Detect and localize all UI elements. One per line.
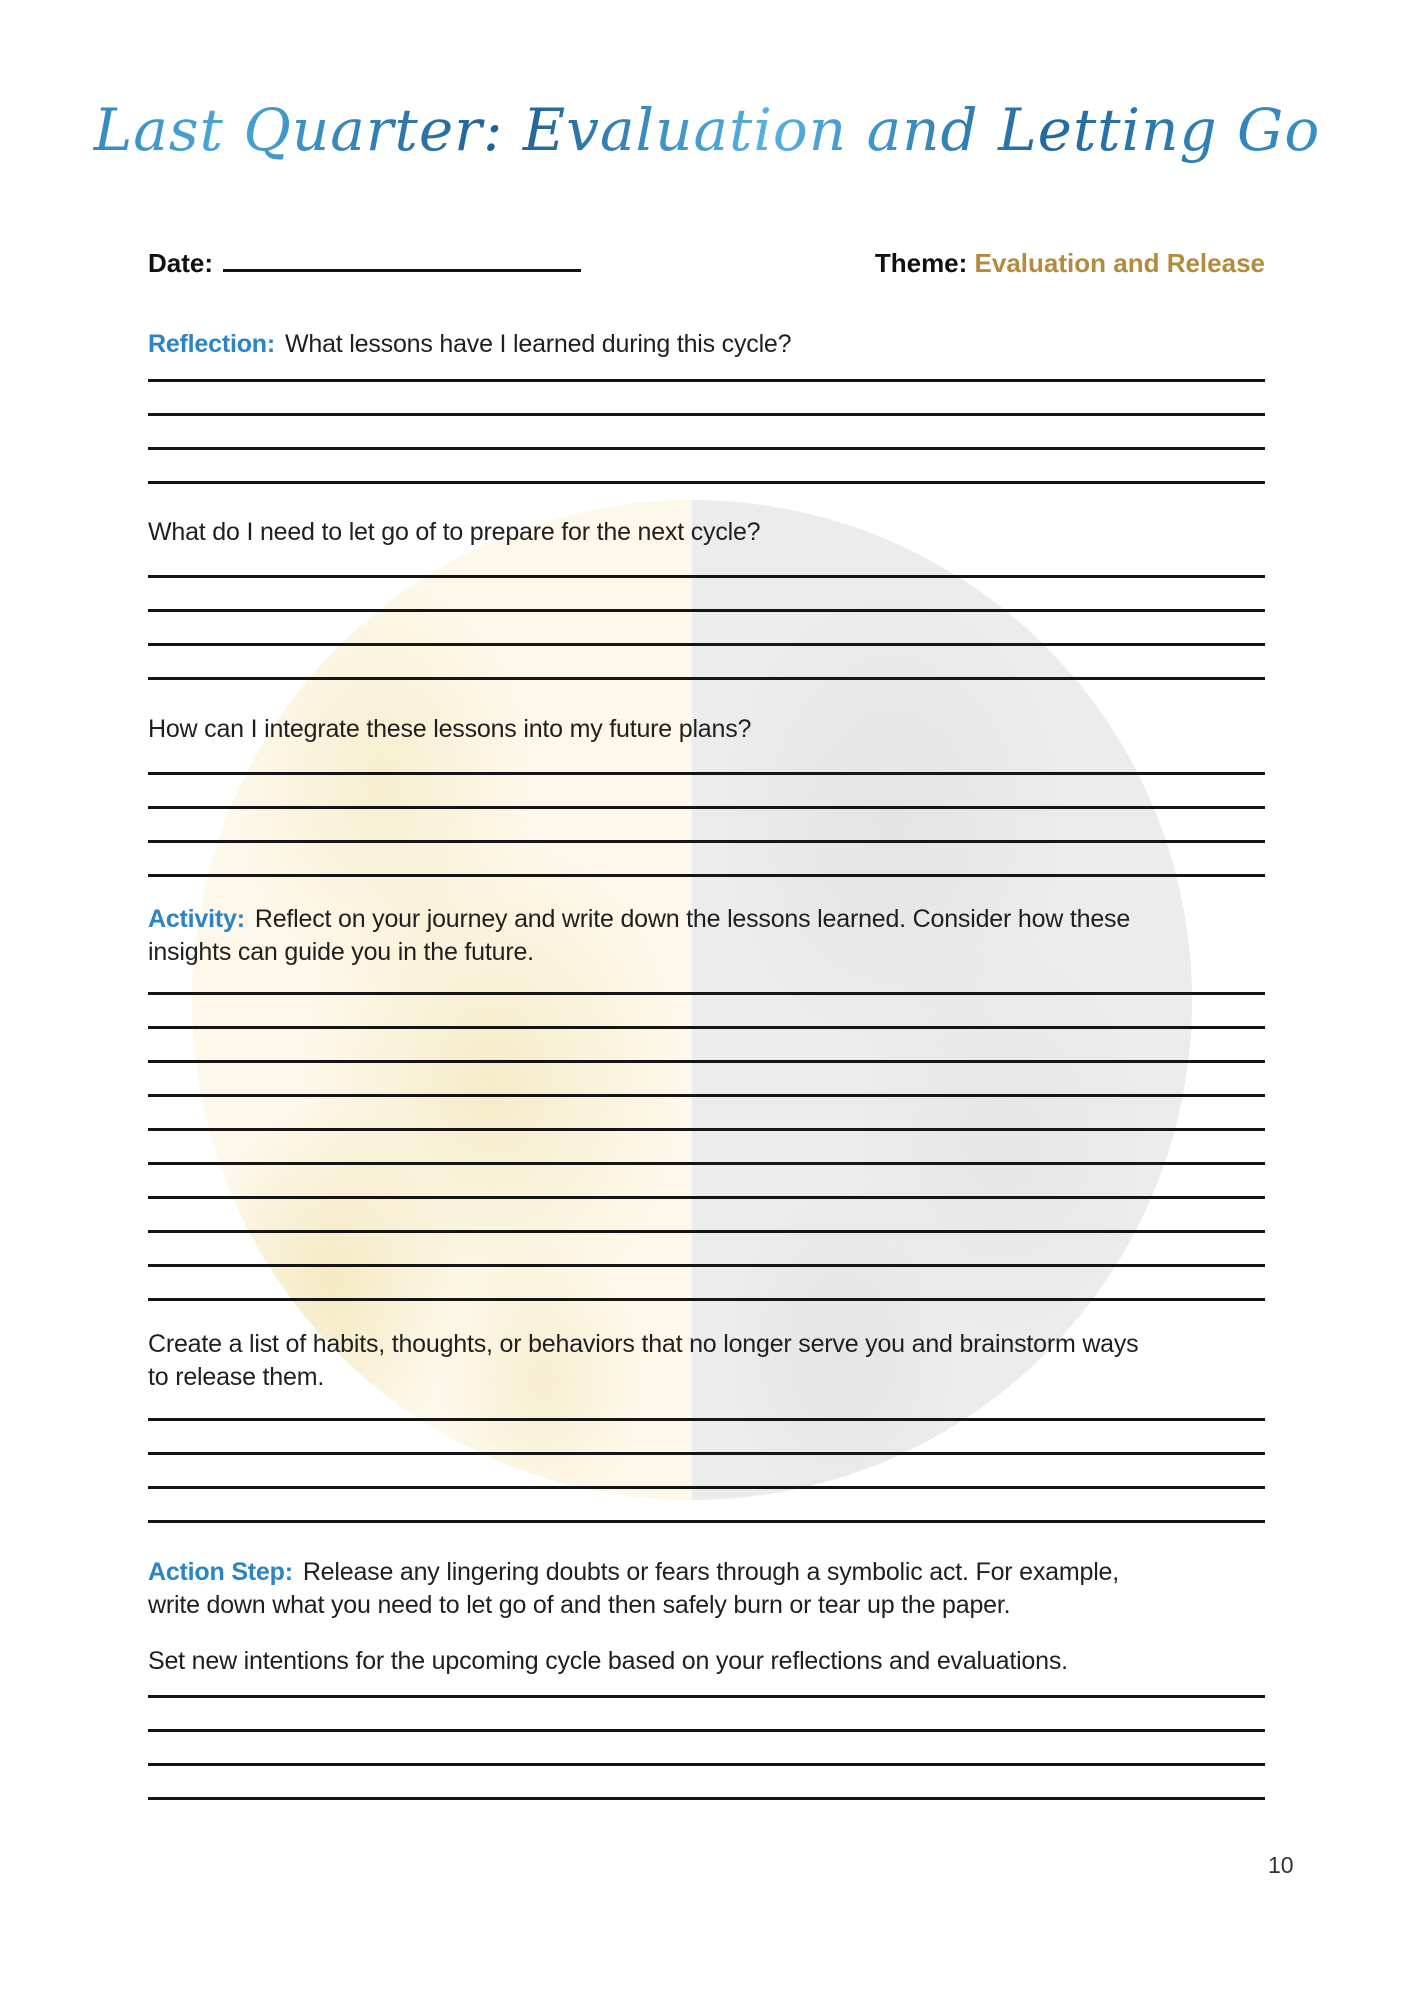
- habits-list-prompt: [148, 1328, 1265, 1394]
- ruled-line: [148, 612, 1265, 646]
- activity-paragraph: [148, 903, 1265, 969]
- ruled-line: [148, 741, 1265, 775]
- ruled-line: [148, 809, 1265, 843]
- ruled-line: [148, 1732, 1265, 1766]
- ruled-line: [148, 1097, 1265, 1131]
- date-label: Date:: [148, 248, 214, 278]
- activity-text-line2: insights can guide you in the future.: [148, 938, 534, 966]
- theme-label: Theme:: [874, 248, 968, 278]
- action-step-line1: Release any lingering doubts or fears through a symbolic act. For example,: [302, 1558, 1120, 1586]
- ruled-line: [148, 1387, 1265, 1421]
- ruled-line: [148, 1165, 1265, 1199]
- page-title: Last Quarter: Evaluation and Letting Go: [0, 96, 1414, 164]
- theme-row: [875, 248, 1265, 279]
- ruled-line: [148, 578, 1265, 612]
- ruled-line: [148, 1455, 1265, 1489]
- integrate-question-text: How can I integrate these lessons into my future plans?: [148, 715, 752, 743]
- ruled-line: [148, 450, 1265, 484]
- let-go-writing-lines: [148, 544, 1265, 680]
- ruled-line: [148, 348, 1265, 382]
- ruled-line: [148, 1698, 1265, 1732]
- ruled-line: [148, 1233, 1265, 1267]
- integrate-writing-lines: [148, 741, 1265, 877]
- ruled-line: [148, 843, 1265, 877]
- ruled-line: [148, 1664, 1265, 1698]
- reflection-writing-lines: [148, 348, 1265, 484]
- action-step-paragraph: [148, 1556, 1265, 1622]
- let-go-question-text: What do I need to let go of to prepare for the next cycle?: [148, 518, 761, 546]
- ruled-line: [148, 995, 1265, 1029]
- date-field-row: [148, 248, 581, 279]
- ruled-line: [148, 775, 1265, 809]
- intentions-prompt-text: Set new intentions for the upcoming cycle based on your reflections and evaluations.: [148, 1647, 1068, 1675]
- ruled-line: [148, 1421, 1265, 1455]
- action-step-label: Action Step:: [148, 1558, 293, 1586]
- ruled-line: [148, 382, 1265, 416]
- habits-list-line1: Create a list of habits, thoughts, or behaviors that no longer serve you and brainstorm ways: [148, 1330, 1139, 1358]
- ruled-line: [148, 1063, 1265, 1097]
- activity-writing-lines: [148, 961, 1265, 1301]
- ruled-line: [148, 1029, 1265, 1063]
- habits-list-line2: to release them.: [148, 1363, 325, 1391]
- habits-writing-lines: [148, 1387, 1265, 1523]
- page-number: 10: [1268, 1852, 1294, 1878]
- ruled-line: [148, 416, 1265, 450]
- date-blank-line: [223, 248, 581, 272]
- intentions-writing-lines: [148, 1664, 1265, 1800]
- ruled-line: [148, 1131, 1265, 1165]
- activity-text-line1: Reflect on your journey and write down the lessons learned. Consider how these: [254, 905, 1131, 933]
- theme-value: Evaluation and Release: [974, 248, 1265, 278]
- ruled-line: [148, 1199, 1265, 1233]
- ruled-line: [148, 646, 1265, 680]
- reflection-label: Reflection:: [148, 330, 275, 358]
- ruled-line: [148, 1489, 1265, 1523]
- action-step-line2: write down what you need to let go of and then safely burn or tear up the paper.: [148, 1591, 1011, 1619]
- ruled-line: [148, 1267, 1265, 1301]
- reflection-question-text: What lessons have I learned during this cycle?: [284, 330, 792, 358]
- ruled-line: [148, 544, 1265, 578]
- ruled-line: [148, 1766, 1265, 1800]
- ruled-line: [148, 961, 1265, 995]
- activity-label: Activity:: [148, 905, 245, 933]
